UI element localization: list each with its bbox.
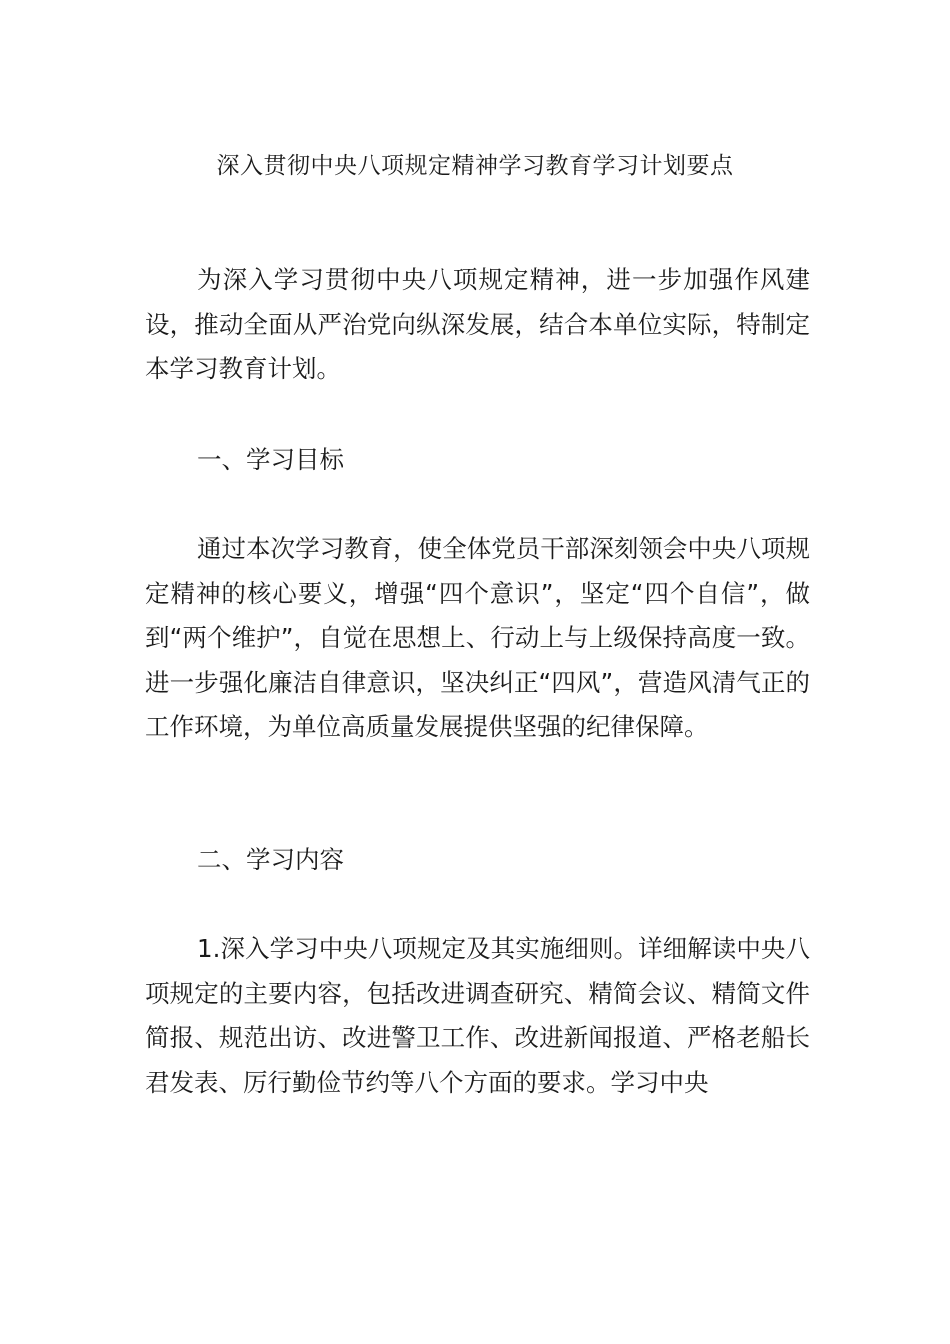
intro-paragraph: 为深入学习贯彻中央八项规定精神，进一步加强作风建设，推动全面从严治党向纵深发展，结合本单位实际，特制定本学习教育计划。 <box>145 265 810 383</box>
section-heading-goals: 一、学习目标 <box>197 445 344 474</box>
section-heading-content: 二、学习内容 <box>197 845 344 874</box>
section-paragraph-content: 1.深入学习中央八项规定及其实施细则。详细解读中央八项规定的主要内容，包括改进调查研究、精简会议、精简文件简报、规范出访、改进警卫工作、改进新闻报道、严格老船长君发表、厉行勤俭节约等八个方面的要求。学习中央 <box>145 934 810 1097</box>
document-title: 深入贯彻中央八项规定精神学习教育学习计划要点 <box>216 153 734 179</box>
section-paragraph-goals: 通过本次学习教育，使全体党员干部深刻领会中央八项规定精神的核心要义，增强“四个意识”，坚定“四个自信”，做到“两个维护”，自觉在思想上、行动上与上级保持高度一致。进一步强化廉洁自律意识，坚决纠正“四风”，营造风清气正的工作环境，为单位高质量发展提供坚强的纪律保障。 <box>145 534 810 741</box>
